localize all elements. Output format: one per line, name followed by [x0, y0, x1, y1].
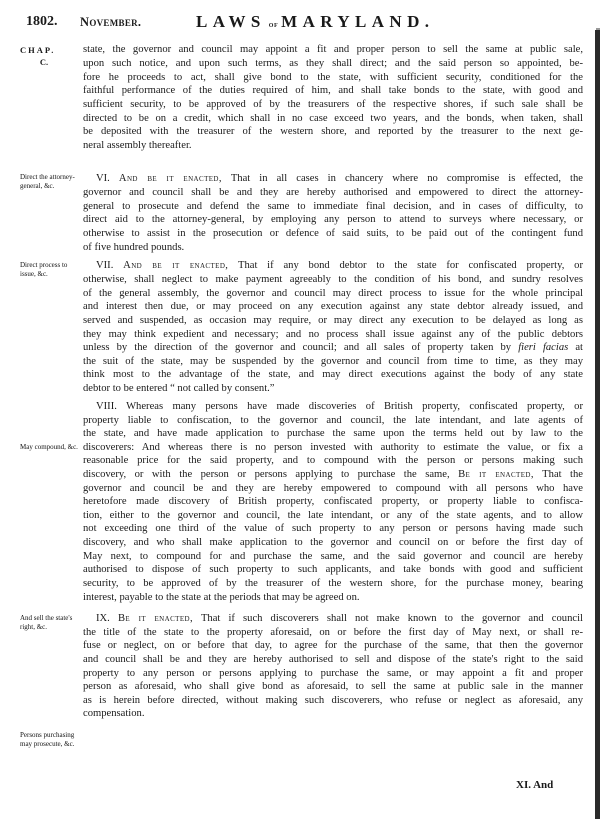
scan-edge-bar — [595, 30, 600, 819]
enacting-clause: Be it enacted, — [117, 613, 194, 624]
text-line: neral assembly thereafter. — [83, 140, 192, 151]
text-line: state, the governor and council may appoint a fit and proper person to sell the same at public sale, — [83, 44, 583, 55]
title-laws: LAWS — [196, 12, 266, 31]
section-opening-line — [96, 259, 583, 272]
header-year: 1802. — [26, 14, 58, 29]
text-line: the state, and have made application to purchase the same upon the terms held out by law to the — [83, 428, 583, 439]
text-line: property to any person or persons applying to purchase the same, or may appoint a fit and proper — [83, 668, 583, 679]
chapter-mark — [20, 44, 68, 68]
section-opening-line — [96, 172, 583, 185]
text-line: person as aforesaid, who shall give bond as aforesaid, to sell the same at public sale in the manner — [83, 681, 583, 692]
text-line: directed to be on a credit, which shall in no case exceed two years, and the bonds, when taken, shall — [83, 113, 583, 124]
text-line: not exceeding one third of the value of such property to any person or persons having made such — [83, 523, 583, 534]
text-line: security, to be approved of by the treasurer of the western shore, for the purchase money, bearing — [83, 578, 583, 589]
text-line: governor and council shall be and they are hereby authorised and empowered to direct the attorney- — [83, 187, 583, 198]
text-run: unless by the direction of the governor and council; and all sales of property taken by — [83, 342, 512, 353]
margin-note: Direct the attorney-general, &c. — [20, 173, 75, 190]
text-line: otherwise to assist in the prosecution or defence of said suits, to be paid out of the contingent fund — [83, 228, 583, 239]
section-number: VI. — [96, 173, 110, 184]
text-line: property liable to confiscation, to the governor and council, the late intendant, and late agents of — [83, 415, 583, 426]
chapter-label: CHAP. — [20, 45, 56, 55]
text-line: the suit of the state, may be suspended by the governor and council from time to time, as they may — [83, 356, 583, 367]
title-maryland: MARYLAND. — [281, 12, 435, 31]
text-run: at — [575, 342, 583, 353]
text-line: compensation. — [83, 708, 145, 719]
text-line: discovery, and who shall make application to the governor and council on or before the first day of — [83, 537, 583, 548]
section-number: IX. — [96, 613, 110, 624]
text-line: upon such notice, and upon such terms, as they shall direct; and the said person so appointed, be- — [83, 58, 583, 69]
enacting-clause: And be it enacted, — [118, 173, 222, 184]
text-line: sufficient security, to be approved of by the treasurers of the respective shores, if such sale shall be — [83, 99, 583, 110]
text-line: served and suspended, as occasion may require, or may direct any execution to be delayed as long as — [83, 315, 583, 326]
text-line: fore he proceeds to act, shall give bond to the state, with sufficient security, conditioned for the — [83, 72, 583, 83]
text-line: authorised to dispose of such property to such applicants, and take bonds with good and sufficient — [83, 564, 583, 575]
header-title — [196, 12, 434, 32]
text-line: general to prosecute and defend the same to immediate final decision, and in cases of difficulty, to — [83, 201, 583, 212]
catchword: XI. And — [516, 779, 554, 791]
italic-term: fieri facias — [518, 342, 569, 353]
text-line: otherwise, shall neglect to make payment agreeably to the condition of his bond, and sundry resolves — [83, 274, 583, 285]
text-line: May next, to compound for and purchase the same, and the said governor and council are hereby — [83, 551, 583, 562]
text-line: fuse or neglect, on or before that day, to agree for the purchase of the same, that then the governor — [83, 640, 583, 651]
chapter-number: C. — [39, 57, 49, 67]
text-line: and interest then due, or may proceed on any execution against any state debtor already issued, and — [83, 301, 583, 312]
section-opening-line — [96, 612, 583, 625]
text-run: That in all cases in chancery where no compromise is effected, the — [230, 173, 583, 184]
header-month: November. — [80, 15, 142, 29]
text-line: direct aid to the attorney-general, by employing any person to attend to surveys where necessary, or — [83, 214, 583, 225]
text-line: faithful performance of the duties required of him, and shall take bonds to the state, with good and — [83, 85, 583, 96]
title-of: of — [268, 19, 279, 29]
text-line: and council shall be and they are hereby authorised to sell and dispose of the state's right to the said — [83, 654, 583, 665]
text-run: That if any bond debtor to the state for confiscated property, or — [237, 260, 583, 271]
margin-note: Direct process to issue, &c. — [20, 261, 68, 278]
text-line: discoverers: And whereas there is no person invested with authority to estimate the value, or fix a — [83, 442, 583, 453]
margin-note: And sell the state's right, &c. — [20, 614, 73, 631]
text-line — [83, 341, 583, 354]
text-line: think most to the advantage of the state, and may direct executions against the body of any state — [83, 369, 583, 380]
section-opening-line — [96, 400, 583, 413]
text-line: they may think expedient and necessary; and no process shall issue against any of the public debtors — [83, 329, 583, 340]
text-run: discovery, or with the person or persons applying to purchase the same, — [83, 469, 450, 480]
text-line: heretofore made discovery of British property, confiscated property, or property liable to confisca- — [83, 496, 583, 507]
enacting-clause: And be it enacted, — [123, 260, 229, 271]
text-line: debtor to be entered “ not called by consent.” — [83, 383, 275, 394]
text-line: governor and council be and they are hereby empowered to compound with all persons who have — [83, 483, 583, 494]
text-run: That the — [542, 469, 583, 480]
text-line: interest, payable to the state at the periods that may be agreed on. — [83, 592, 360, 603]
text-line: reasonable price for the said property, and to compound with the person or persons making such — [83, 455, 583, 466]
text-line: the title of the state to the property aforesaid, on or before the first day of May next, or shall re- — [83, 627, 583, 638]
margin-note: Persons purchasing may prosecute, &c. — [20, 731, 75, 748]
text-line: as is herein before directed, without making such discoverers, who refuse or neglect as aforesaid, any — [83, 695, 583, 706]
section-number: VIII. — [96, 401, 117, 412]
text-line: tion, either to the governor and council, the late intendant, or any of the state agents, and to allow — [83, 510, 583, 521]
text-line — [83, 468, 583, 481]
text-run: That if such discoverers shall not make known to the governor and council — [200, 613, 583, 624]
running-header — [26, 14, 586, 34]
enacting-clause: Be it enacted, — [458, 469, 534, 480]
text-line: of five hundred pounds. — [83, 242, 185, 253]
text-line: be deposited with the treasurer of the western shore, and reported by the treasurer to the next ge- — [83, 126, 583, 137]
margin-note: May compound, &c. — [20, 443, 78, 451]
section-number: VII. — [96, 260, 114, 271]
text-run: Whereas many persons have made discoveries of British property, confiscated property, or — [126, 401, 583, 412]
text-line: of the general assembly, the governor and council may direct process to issue for the whole principal — [83, 288, 583, 299]
